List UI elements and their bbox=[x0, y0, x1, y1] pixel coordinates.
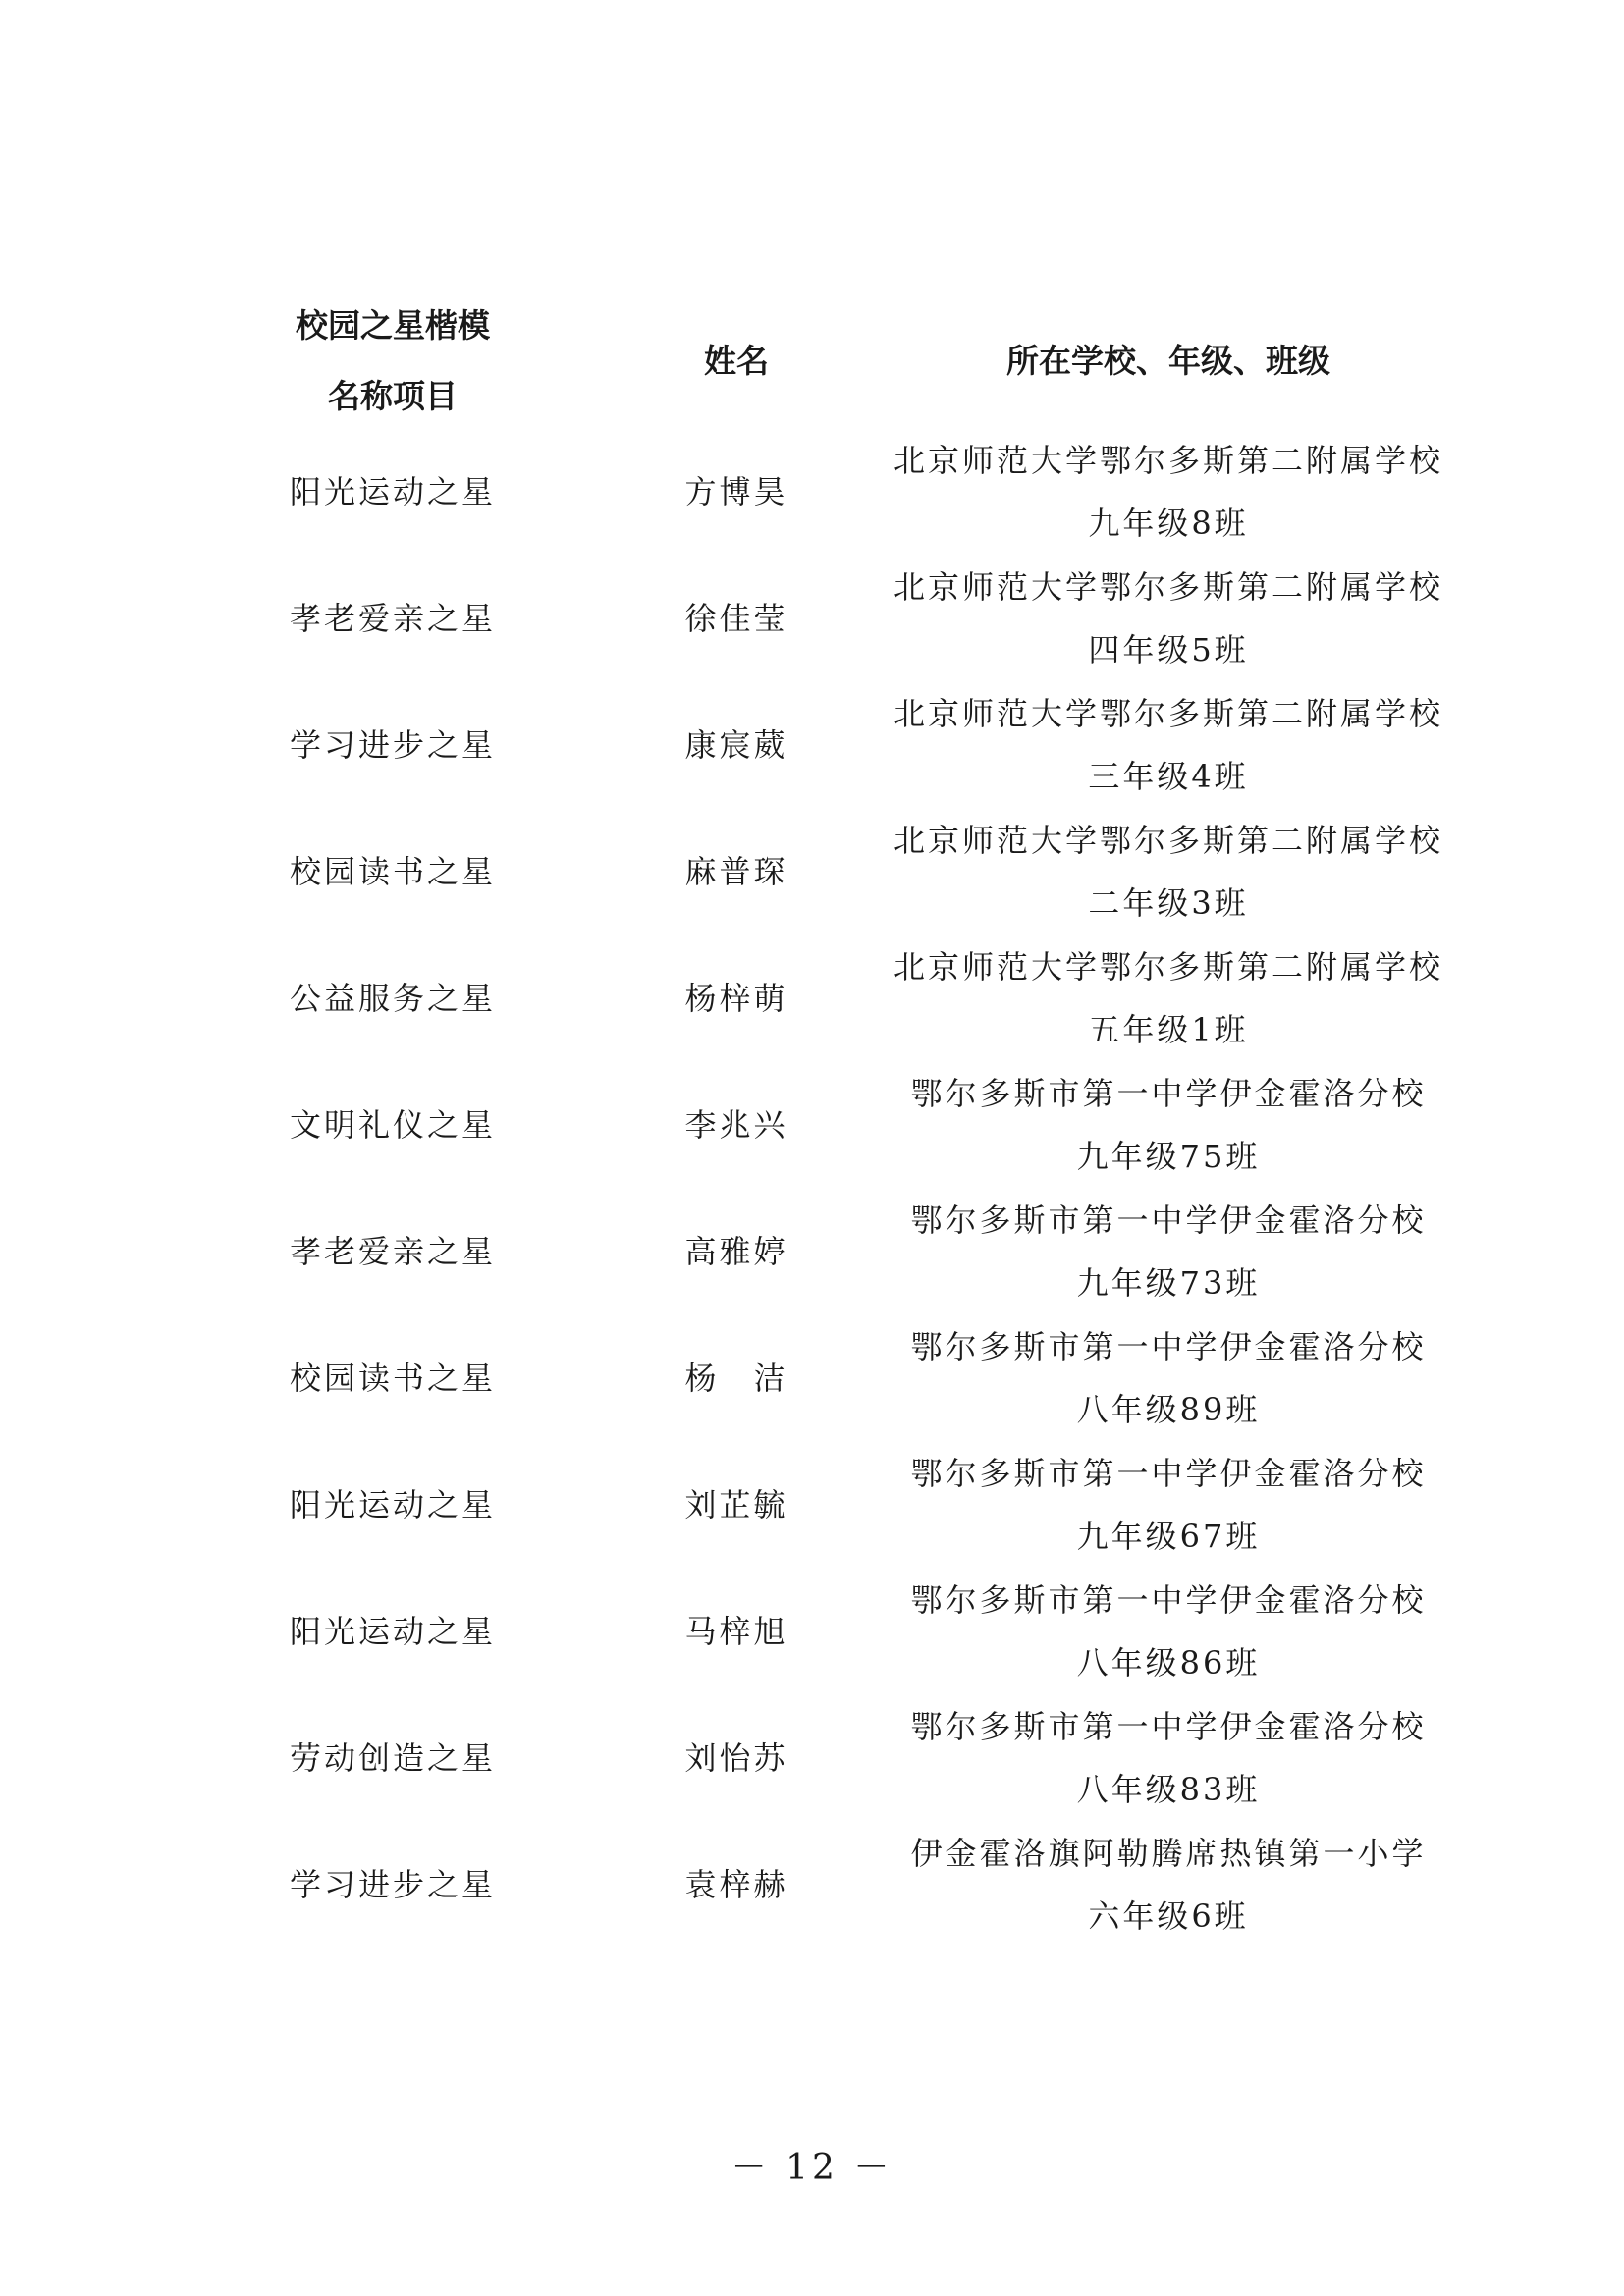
name-cell: 刘怡苏 bbox=[684, 1739, 788, 1777]
school-name: 北京师范大学鄂尔多斯第二附属学校 bbox=[893, 568, 1443, 606]
school-grade: 六年级6班 bbox=[1088, 1897, 1249, 1935]
header-project bbox=[245, 291, 540, 432]
school-name: 鄂尔多斯市第一中学伊金霍洛分校 bbox=[910, 1075, 1427, 1112]
name-cell: 麻普琛 bbox=[684, 853, 788, 890]
name-cell: 李兆兴 bbox=[684, 1106, 788, 1144]
school-cell bbox=[864, 1822, 1473, 1948]
table-header bbox=[0, 291, 1624, 428]
school-name: 鄂尔多斯市第一中学伊金霍洛分校 bbox=[910, 1581, 1427, 1619]
school-cell bbox=[864, 1315, 1473, 1441]
school-cell bbox=[864, 556, 1473, 681]
table-row bbox=[0, 935, 1624, 1062]
header-name: 姓名 bbox=[704, 342, 769, 380]
school-cell bbox=[864, 1442, 1473, 1568]
school-grade: 九年级73班 bbox=[1076, 1264, 1261, 1302]
school-name: 伊金霍洛旗阿勒腾席热镇第一小学 bbox=[910, 1835, 1427, 1872]
school-grade: 二年级3班 bbox=[1088, 884, 1249, 922]
header-project-line2: 名称项目 bbox=[328, 377, 458, 415]
school-grade: 八年级89班 bbox=[1076, 1391, 1261, 1428]
project-cell: 阳光运动之星 bbox=[289, 1486, 496, 1523]
project-cell: 劳动创造之星 bbox=[289, 1739, 496, 1777]
school-name: 北京师范大学鄂尔多斯第二附属学校 bbox=[893, 442, 1443, 479]
table-row bbox=[0, 556, 1624, 682]
name-cell: 徐佳莹 bbox=[684, 600, 788, 637]
school-grade: 九年级8班 bbox=[1088, 505, 1249, 542]
school-cell bbox=[864, 1695, 1473, 1821]
page-number: － 12 － bbox=[731, 2148, 893, 2188]
school-name: 北京师范大学鄂尔多斯第二附属学校 bbox=[893, 822, 1443, 859]
school-name: 鄂尔多斯市第一中学伊金霍洛分校 bbox=[910, 1455, 1427, 1492]
name-cell: 刘芷毓 bbox=[684, 1486, 788, 1523]
school-grade: 八年级83班 bbox=[1076, 1771, 1261, 1808]
name-cell: 马梓旭 bbox=[684, 1613, 788, 1650]
school-name: 鄂尔多斯市第一中学伊金霍洛分校 bbox=[910, 1708, 1427, 1745]
project-cell: 孝老爱亲之星 bbox=[289, 1233, 496, 1270]
project-cell: 公益服务之星 bbox=[289, 980, 496, 1017]
table-row bbox=[0, 1189, 1624, 1315]
school-cell bbox=[864, 935, 1473, 1061]
school-name: 北京师范大学鄂尔多斯第二附属学校 bbox=[893, 695, 1443, 732]
table-row bbox=[0, 1822, 1624, 1949]
table-row bbox=[0, 1569, 1624, 1695]
project-cell: 文明礼仪之星 bbox=[289, 1106, 496, 1144]
school-grade: 三年级4班 bbox=[1088, 758, 1249, 795]
school-cell bbox=[864, 1189, 1473, 1314]
table-row bbox=[0, 1062, 1624, 1189]
project-cell: 学习进步之星 bbox=[289, 1866, 496, 1903]
school-grade: 九年级67班 bbox=[1076, 1518, 1261, 1555]
school-cell bbox=[864, 1569, 1473, 1694]
school-cell bbox=[864, 809, 1473, 934]
project-cell: 阳光运动之星 bbox=[289, 1613, 496, 1650]
name-cell: 杨梓萌 bbox=[684, 980, 788, 1017]
school-name: 鄂尔多斯市第一中学伊金霍洛分校 bbox=[910, 1201, 1427, 1239]
table-row bbox=[0, 682, 1624, 809]
name-cell: 高雅婷 bbox=[684, 1233, 788, 1270]
name-cell: 康宸葳 bbox=[684, 726, 788, 764]
table-row bbox=[0, 429, 1624, 556]
project-cell: 阳光运动之星 bbox=[289, 473, 496, 510]
school-name: 鄂尔多斯市第一中学伊金霍洛分校 bbox=[910, 1328, 1427, 1365]
table-body bbox=[0, 429, 1624, 1949]
school-cell bbox=[864, 1062, 1473, 1188]
name-cell: 方博昊 bbox=[684, 473, 788, 510]
school-cell bbox=[864, 682, 1473, 808]
table-row bbox=[0, 1442, 1624, 1569]
name-cell: 杨 洁 bbox=[684, 1360, 788, 1397]
header-project-line1: 校园之星楷模 bbox=[296, 306, 490, 345]
project-cell: 校园读书之星 bbox=[289, 1360, 496, 1397]
school-grade: 四年级5班 bbox=[1088, 631, 1249, 668]
table-row bbox=[0, 809, 1624, 935]
table-row bbox=[0, 1315, 1624, 1442]
school-cell bbox=[864, 429, 1473, 555]
school-grade: 八年级86班 bbox=[1076, 1644, 1261, 1682]
school-grade: 九年级75班 bbox=[1076, 1138, 1261, 1175]
school-grade: 五年级1班 bbox=[1088, 1011, 1249, 1048]
header-school: 所在学校、年级、班级 bbox=[1006, 342, 1330, 380]
school-name: 北京师范大学鄂尔多斯第二附属学校 bbox=[893, 948, 1443, 986]
project-cell: 校园读书之星 bbox=[289, 853, 496, 890]
project-cell: 学习进步之星 bbox=[289, 726, 496, 764]
table-row bbox=[0, 1695, 1624, 1822]
project-cell: 孝老爱亲之星 bbox=[289, 600, 496, 637]
name-cell: 袁梓赫 bbox=[684, 1866, 788, 1903]
